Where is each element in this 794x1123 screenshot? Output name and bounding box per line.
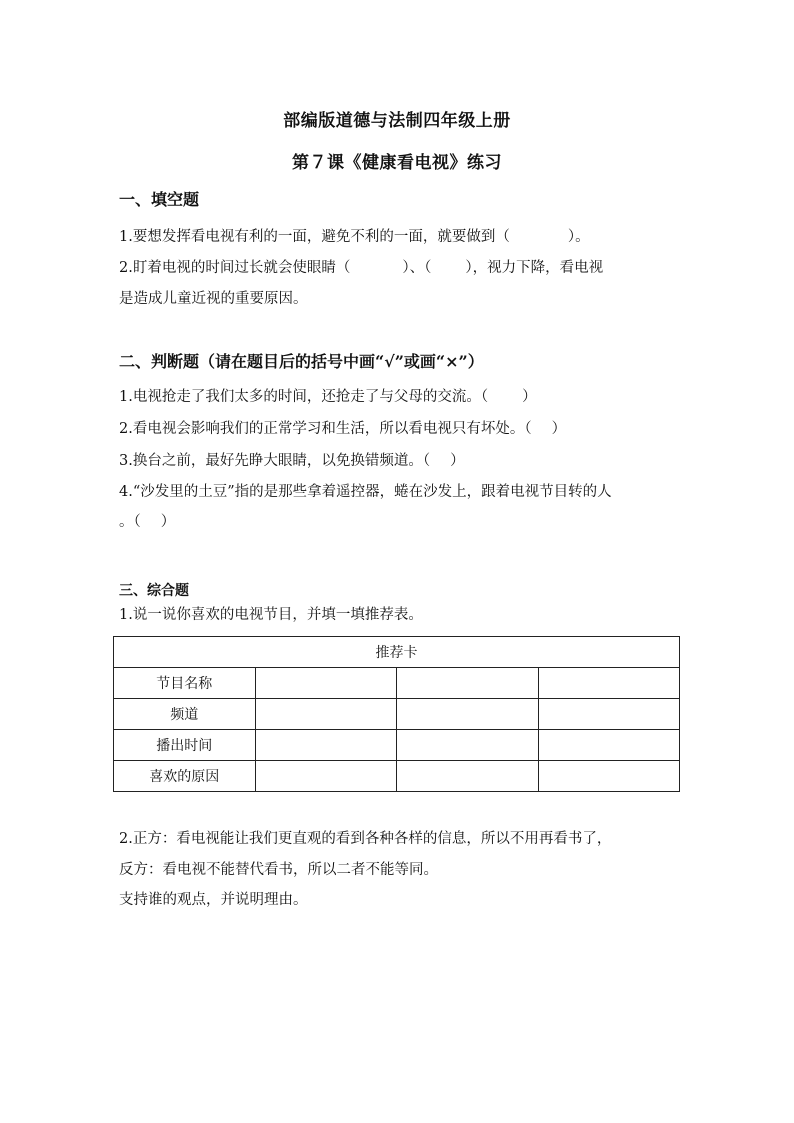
question-text: 1.电视抢走了我们太多的时间，还抢走了与父母的交流。（ bbox=[119, 389, 489, 405]
recommendation-table bbox=[113, 636, 680, 792]
table-cell[interactable] bbox=[538, 761, 680, 792]
table-cell[interactable] bbox=[397, 730, 538, 761]
question-2-2 bbox=[119, 419, 566, 439]
question-2-1 bbox=[119, 387, 537, 407]
table-row bbox=[114, 699, 680, 730]
row-label: 播出时间 bbox=[114, 730, 256, 761]
question-text: 2.盯着电视的时间过长就会使眼睛（ bbox=[119, 260, 351, 276]
table-cell[interactable] bbox=[255, 668, 396, 699]
question-close: ） bbox=[522, 389, 537, 405]
section-heading-true-false: 二、判断题（请在题目后的括号中画“√”或画“×”） bbox=[119, 352, 484, 371]
question-2-4-continued bbox=[119, 512, 175, 532]
table-cell[interactable] bbox=[397, 668, 538, 699]
question-1-1 bbox=[119, 227, 590, 247]
question-3-2-line1: 2.正方：看电视能让我们更直观的看到各种各样的信息，所以不用再看书了， bbox=[119, 831, 612, 847]
question-close: ） bbox=[551, 421, 567, 437]
question-close: ） bbox=[450, 453, 465, 469]
table-cell[interactable] bbox=[255, 761, 396, 792]
table-cell[interactable] bbox=[255, 730, 396, 761]
table-row bbox=[114, 730, 680, 761]
document-title: 部编版道德与法制四年级上册 bbox=[283, 111, 511, 131]
question-close: ） bbox=[160, 514, 176, 530]
question-2-4: 4.“沙发里的土豆”指的是那些拿着遥控器，蜷在沙发上，跟着电视节目转的人 bbox=[119, 484, 612, 500]
question-text: 3.换台之前，最好先睁大眼睛，以免换错频道。（ bbox=[119, 453, 431, 469]
question-2-3 bbox=[119, 451, 465, 471]
question-close: ）。 bbox=[567, 229, 590, 245]
section-heading-comprehensive: 三、综合题 bbox=[119, 583, 189, 599]
table-cell[interactable] bbox=[538, 668, 680, 699]
table-row bbox=[114, 668, 680, 699]
row-label: 喜欢的原因 bbox=[114, 761, 256, 792]
question-text: 。（ bbox=[119, 514, 141, 530]
table-cell[interactable] bbox=[538, 730, 680, 761]
question-1-2-continued: 是造成儿童近视的重要原因。 bbox=[119, 291, 308, 307]
table-row bbox=[114, 761, 680, 792]
question-3-1: 1.说一说你喜欢的电视节目，并填一填推荐表。 bbox=[119, 607, 423, 623]
question-text: 2.看电视会影响我们的正常学习和生活，所以看电视只有坏处。（ bbox=[119, 421, 532, 437]
question-mid: ）、（ bbox=[402, 260, 432, 276]
lesson-title: 第７课《健康看电视》练习 bbox=[292, 153, 502, 173]
table-cell[interactable] bbox=[255, 699, 396, 730]
row-label: 频道 bbox=[114, 699, 256, 730]
table-cell[interactable] bbox=[397, 761, 538, 792]
question-close: ），视力下降，看电视 bbox=[465, 260, 604, 276]
table-cell[interactable] bbox=[538, 699, 680, 730]
question-1-2 bbox=[119, 258, 603, 278]
section-heading-fill-blank: 一、填空题 bbox=[119, 190, 200, 209]
question-3-2-line3: 支持谁的观点，并说明理由。 bbox=[119, 892, 308, 908]
question-3-2-line2: 反方：看电视不能替代看书，所以二者不能等同。 bbox=[119, 862, 438, 878]
row-label: 节目名称 bbox=[114, 668, 256, 699]
question-text: 1.要想发挥看电视有利的一面，避免不利的一面，就要做到（ bbox=[119, 229, 510, 245]
table-cell[interactable] bbox=[397, 699, 538, 730]
table-header: 推荐卡 bbox=[114, 637, 680, 668]
